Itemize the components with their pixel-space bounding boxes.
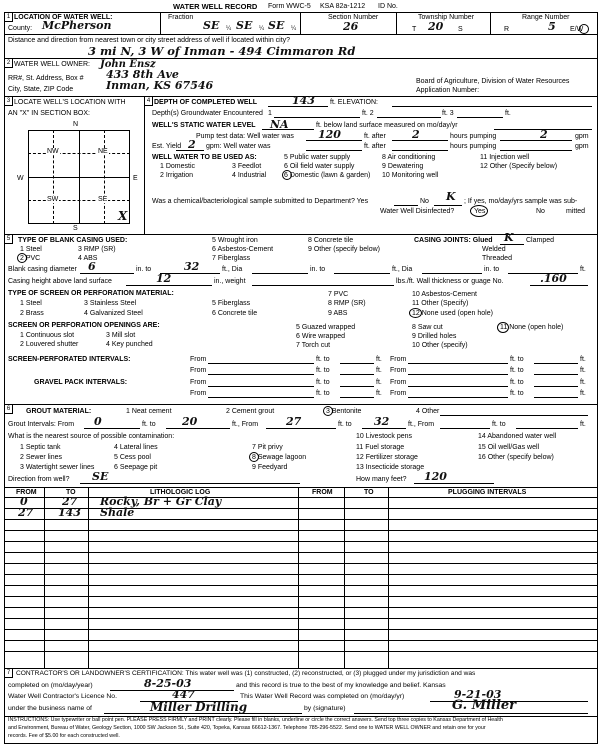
log-row-2-from[interactable]: 27 bbox=[18, 506, 34, 519]
log-header-lithologic: LITHOLOGIC LOG bbox=[150, 489, 211, 496]
range-r: R bbox=[504, 26, 510, 33]
form-number: Form WWC-5 bbox=[268, 3, 311, 10]
yield-after: ft. after bbox=[364, 143, 386, 150]
grout-ftto-2: ft. to bbox=[338, 421, 352, 428]
opening-8-saw[interactable]: 8 Saw cut bbox=[412, 324, 443, 331]
range-e-circle bbox=[579, 24, 589, 34]
grout-from-1[interactable]: 0 bbox=[94, 415, 102, 428]
completed-date[interactable]: 8-25-03 bbox=[144, 677, 192, 690]
cert-line-3b: This Water Well Record was completed on (mo/day/yr) bbox=[240, 693, 405, 700]
section-number-value[interactable]: 26 bbox=[343, 20, 359, 33]
gravel-ft-3: ft. bbox=[376, 390, 382, 397]
log-row-1-lithology[interactable]: Rocky, Br + Gr Clay bbox=[100, 495, 222, 508]
gravel-ft-1: ft. bbox=[376, 379, 382, 386]
grout-ftfrom: ft., From bbox=[232, 421, 259, 428]
gravel-ft-4: ft. bbox=[580, 390, 586, 397]
static-label: WELL'S STATIC WATER LEVEL bbox=[152, 122, 256, 129]
use-3-feedlot[interactable]: 3 Feedlot bbox=[232, 163, 262, 170]
screen-10-asbestos[interactable]: 10 Asbestos-Cement bbox=[412, 291, 477, 298]
pump-value-3[interactable]: 2 bbox=[540, 128, 548, 141]
screen-8-rmp[interactable]: 8 RMP (SR) bbox=[328, 300, 366, 307]
diameter-ft-dia: ft., Dia bbox=[222, 266, 243, 273]
contam-10[interactable]: 10 Livestock pens bbox=[356, 433, 413, 440]
form-border bbox=[4, 12, 598, 744]
pump-label: Pump test data: Well water was bbox=[196, 133, 294, 140]
opening-5-guazed[interactable]: 5 Guazed wrapped bbox=[296, 324, 356, 331]
joints-clamped[interactable]: Clamped bbox=[526, 237, 555, 244]
screen-ft-2: ft. bbox=[580, 356, 586, 363]
opening-2-louvered[interactable]: 2 Louvered shutter bbox=[20, 341, 79, 348]
chem-rest-2: mitted bbox=[566, 208, 586, 215]
signature[interactable]: G. Miller bbox=[452, 698, 517, 713]
use-4-industrial[interactable]: 4 Industrial bbox=[232, 172, 267, 179]
grout-label: GROUT MATERIAL: bbox=[26, 408, 92, 415]
howmany-value[interactable]: 120 bbox=[424, 470, 447, 483]
yield-label: Est. Yield bbox=[152, 143, 182, 150]
casing-4-abs[interactable]: 4 ABS bbox=[78, 255, 98, 262]
use-12-other[interactable]: 12 Other (Specify below) bbox=[480, 163, 558, 170]
joints-welded[interactable]: Welded bbox=[482, 246, 506, 253]
gravel-ftto-2: ft. to bbox=[510, 379, 524, 386]
screen-6-concrete[interactable]: 6 Concrete tile bbox=[212, 310, 258, 317]
use-10-monitoring[interactable]: 10 Monitoring well bbox=[382, 172, 439, 179]
screen-2-brass[interactable]: 2 Brass bbox=[20, 310, 44, 317]
grout-to-2[interactable]: 32 bbox=[374, 415, 390, 428]
compass-w: W bbox=[17, 175, 24, 182]
static-value[interactable]: NA bbox=[270, 118, 289, 131]
diameter-value[interactable]: 6 bbox=[88, 260, 96, 273]
township-value[interactable]: 20 bbox=[428, 20, 444, 33]
cert-line-3a: Water Well Contractor's Licence No. bbox=[8, 693, 117, 700]
use-8-air[interactable]: 8 Air conditioning bbox=[382, 154, 436, 161]
gravel-ftto-1: ft. to bbox=[316, 379, 330, 386]
section-5-number: 5 bbox=[4, 234, 13, 244]
casing-7-fiberglass[interactable]: 7 Fiberglass bbox=[212, 255, 251, 262]
distance-value[interactable]: 3 mi N, 3 W of Inman - 494 Cimmaron Rd bbox=[88, 44, 356, 58]
township-label: Township Number bbox=[418, 14, 475, 21]
grout-ftfrom-2: ft., From bbox=[408, 421, 435, 428]
contam-4[interactable]: 4 Lateral lines bbox=[114, 444, 158, 451]
quadrant-nw: NW bbox=[47, 148, 59, 155]
gravel-ft-2: ft. bbox=[580, 379, 586, 386]
screen-from-3: From bbox=[190, 367, 207, 374]
screen-ft-3: ft. bbox=[376, 367, 382, 374]
location-label: LOCATION OF WATER WELL: bbox=[14, 14, 113, 21]
pump-value-2[interactable]: 2 bbox=[412, 128, 420, 141]
range-label: Range Number bbox=[522, 14, 570, 21]
height-value[interactable]: 12 bbox=[156, 272, 172, 285]
use-6-oil[interactable]: 6 Oil field water supply bbox=[284, 163, 355, 170]
gravel-label: GRAVEL PACK INTERVALS: bbox=[34, 379, 128, 386]
compass-e: E bbox=[133, 175, 138, 182]
opening-7-torch[interactable]: 7 Torch cut bbox=[296, 342, 331, 349]
section-6-number: 6 bbox=[4, 404, 13, 414]
instructions-line-2: and Environment, Bureau of Water, Geology Section, 1000 SW Jackson St., Suite 420, Topeka, Kansas 66612-1367. Telephone 785-296-5522. Send one to WATER WELL OWNER and retain one for your bbox=[8, 725, 486, 731]
screen-12-none[interactable]: 12 None used (open hole) bbox=[412, 310, 493, 317]
contam-3[interactable]: 3 Watertight sewer lines bbox=[20, 464, 95, 471]
quadrant-sw: SW bbox=[47, 196, 59, 203]
contam-14[interactable]: 14 Abandoned water well bbox=[478, 433, 557, 440]
depth-unit: ft. ELEVATION: bbox=[330, 99, 378, 106]
quarter-mark-3: ¼ bbox=[291, 26, 297, 32]
fraction-value-3[interactable]: SE bbox=[268, 19, 285, 32]
disinfected-no[interactable]: No bbox=[536, 208, 545, 215]
casing-1-steel[interactable]: 1 Steel bbox=[20, 246, 42, 253]
chem-no: No bbox=[420, 198, 429, 205]
use-2-irrigation[interactable]: 2 Irrigation bbox=[160, 172, 194, 179]
address-value[interactable]: 433 8th Ave bbox=[106, 68, 179, 81]
screen-ftto-3: ft. to bbox=[316, 367, 330, 374]
business-name[interactable]: Miller Drilling bbox=[150, 700, 248, 714]
grout-intervals-label: Grout Intervals: From bbox=[8, 421, 75, 428]
log-row-2-to[interactable]: 143 bbox=[58, 506, 81, 519]
use-label: WELL WATER TO BE USED AS: bbox=[152, 154, 257, 161]
opening-6-wire[interactable]: 6 Wire wrapped bbox=[296, 333, 346, 340]
contam-9[interactable]: 9 Feedyard bbox=[252, 464, 288, 471]
joints-label: CASING JOINTS: Glued bbox=[414, 237, 493, 244]
contam-8-circle bbox=[249, 452, 259, 462]
county-value[interactable]: McPherson bbox=[42, 19, 112, 32]
opening-1-continuous[interactable]: 1 Continuous slot bbox=[20, 332, 75, 339]
range-ew: E/W bbox=[570, 26, 584, 33]
casing-5-wrought[interactable]: 5 Wrought iron bbox=[212, 237, 258, 244]
lbs-label: lbs./ft. Wall thickness or guage No. bbox=[396, 278, 504, 285]
screen-ftto-4: ft. to bbox=[510, 367, 524, 374]
disinfected-label: Water Well Disinfected? bbox=[380, 208, 455, 215]
screen-intervals-label: SCREEN-PERFORATED INTERVALS: bbox=[8, 356, 131, 363]
fraction-label: Fraction bbox=[168, 14, 194, 21]
location-x-mark: X bbox=[118, 209, 128, 223]
screen-from-2: From bbox=[390, 356, 407, 363]
grout-ftend: ft. bbox=[580, 421, 586, 428]
static-rest: ft. below land surface measured on mo/day/yr bbox=[316, 122, 458, 129]
log-row-2-lithology[interactable]: Shale bbox=[100, 506, 135, 519]
section-number-label: Section Number bbox=[328, 14, 379, 21]
direction-value[interactable]: SE bbox=[92, 470, 109, 483]
grout-4-other[interactable]: 4 Other bbox=[416, 408, 440, 415]
gravel-from-2: From bbox=[390, 379, 407, 386]
contam-13[interactable]: 13 Insecticide storage bbox=[356, 464, 425, 471]
diameter-in-to: in. to bbox=[136, 266, 152, 273]
use-11-injection[interactable]: 11 Injection well bbox=[480, 154, 530, 161]
contam-2[interactable]: 2 Sewer lines bbox=[20, 454, 63, 461]
quadrant-ne: NE bbox=[98, 148, 108, 155]
contam-5[interactable]: 5 Cess pool bbox=[114, 454, 151, 461]
form-title: WATER WELL RECORD bbox=[173, 2, 258, 11]
screen-ftto-1: ft. to bbox=[316, 356, 330, 363]
screen-ft-4: ft. bbox=[580, 367, 586, 374]
screen-12-circle bbox=[409, 308, 422, 318]
section-3-number: 3 bbox=[4, 96, 13, 106]
use-9-dewatering[interactable]: 9 Dewatering bbox=[382, 163, 424, 170]
log-row-1-to[interactable]: 27 bbox=[62, 495, 78, 508]
application-label: Application Number: bbox=[416, 87, 480, 94]
diameter-ft-dia-2: ft., Dia bbox=[392, 266, 413, 273]
grout-ftto-3: ft. to bbox=[492, 421, 506, 428]
pump-value-1[interactable]: 120 bbox=[318, 128, 341, 141]
depth-label: DEPTH OF COMPLETED WELL bbox=[154, 99, 258, 106]
section-7-number: 7 bbox=[4, 668, 13, 678]
cert-line-4b: by (signature) bbox=[304, 705, 346, 712]
distance-label: Distance and direction from nearest town or city street address of well if located within city? bbox=[8, 37, 291, 44]
contam-11[interactable]: 11 Fuel storage bbox=[356, 444, 405, 451]
yield-value[interactable]: 2 bbox=[188, 138, 196, 151]
contam-7[interactable]: 7 Pit privy bbox=[252, 444, 283, 451]
instructions-line-1: INSTRUCTIONS: Use typewriter or ball point pen. PLEASE PRESS FIRMLY and PRINT clearly. Please fill in blanks, underline or circle the correct answers. Send top three copies to Kansas Department of Health bbox=[8, 717, 503, 723]
screen-7-pvc[interactable]: 7 PVC bbox=[328, 291, 349, 298]
city-label: City, State, ZIP Code bbox=[8, 86, 74, 93]
contamination-label: What is the nearest source of possible contamination: bbox=[8, 433, 175, 440]
opening-3-mill[interactable]: 3 Mill slot bbox=[106, 332, 136, 339]
license-number[interactable]: 447 bbox=[172, 688, 195, 701]
casing-9-other[interactable]: 9 Other (specify below) bbox=[308, 246, 380, 253]
screen-ft-1: ft. bbox=[376, 356, 382, 363]
depth-value[interactable]: 143 bbox=[292, 94, 315, 107]
compass-s: S bbox=[73, 225, 78, 232]
yield-hours: hours pumping bbox=[450, 143, 497, 150]
cert-line-4a: under the business name of bbox=[8, 705, 92, 712]
grout-ftto-1: ft. to bbox=[142, 421, 156, 428]
screen-3-stainless[interactable]: 3 Stainless Steel bbox=[84, 300, 137, 307]
log-header-plugging: PLUGGING INTERVALS bbox=[448, 489, 527, 496]
screen-1-steel[interactable]: 1 Steel bbox=[20, 300, 42, 307]
gw-ft: ft. bbox=[505, 110, 511, 117]
height-label: Casing height above land surface bbox=[8, 278, 112, 285]
log-header-from: FROM bbox=[16, 489, 37, 496]
screen-from-4: From bbox=[390, 367, 407, 374]
openings-label: SCREEN OR PERFORATION OPENINGS ARE: bbox=[8, 322, 160, 329]
casing-pvc-circle bbox=[17, 253, 27, 263]
screen-ftto-2: ft. to bbox=[510, 356, 524, 363]
height-in-weight: in., weight bbox=[214, 278, 246, 285]
grout-1-neat[interactable]: 1 Neat cement bbox=[126, 408, 172, 415]
casing-8-concrete[interactable]: 8 Concrete tile bbox=[308, 237, 354, 244]
opening-9-drilled[interactable]: 9 Drilled holes bbox=[412, 333, 457, 340]
screen-4-galvanized[interactable]: 4 Galvanized Steel bbox=[84, 310, 143, 317]
diameter-to-value[interactable]: 32 bbox=[184, 260, 200, 273]
screen-11-other[interactable]: 11 Other (Specify) bbox=[412, 300, 469, 307]
grout-from-2[interactable]: 27 bbox=[286, 415, 302, 428]
chem-label: Was a chemical/bacteriological sample submitted to Department? Yes bbox=[152, 198, 369, 205]
cert-line-2b: and this record is true to the best of my knowledge and belief. Kansas bbox=[236, 682, 446, 689]
disinfected-yes[interactable]: Yes bbox=[474, 208, 486, 215]
id-label: ID No. bbox=[378, 3, 398, 10]
contam-8[interactable]: 8 Sewage lagoon bbox=[252, 454, 307, 461]
section-1-number: 1 bbox=[4, 12, 13, 22]
grout-bentonite-circle bbox=[323, 406, 333, 416]
gw-2: ft. 2 bbox=[362, 110, 374, 117]
fraction-value-2[interactable]: SE bbox=[236, 19, 253, 32]
pump-after: ft. after bbox=[364, 133, 386, 140]
fraction-value-1[interactable]: SE bbox=[203, 19, 220, 32]
gw-3: ft. 3 bbox=[442, 110, 454, 117]
quarter-mark-2: ¼ bbox=[259, 26, 265, 32]
log-header-to-2: TO bbox=[364, 489, 374, 496]
record-date[interactable]: 9-21-03 bbox=[454, 688, 502, 701]
diameter-ft-end: ft. bbox=[580, 266, 586, 273]
owner-label: WATER WELL OWNER: bbox=[14, 61, 90, 68]
chem-no-mark: K bbox=[446, 190, 456, 203]
gravel-ftto-4: ft. to bbox=[510, 390, 524, 397]
use-6-domestic-lawn[interactable]: 6 Domestic (lawn & garden) bbox=[284, 172, 371, 179]
city-value[interactable]: Inman, KS 67546 bbox=[106, 79, 214, 92]
county-label: County: bbox=[8, 25, 33, 32]
direction-label: Direction from well? bbox=[8, 476, 70, 483]
diameter-label: Blank casing diameter bbox=[8, 266, 77, 273]
contam-16[interactable]: 16 Other (specify below) bbox=[478, 454, 554, 461]
opening-10-other[interactable]: 10 Other (specify) bbox=[412, 342, 468, 349]
pump-hours: hours pumping bbox=[450, 133, 497, 140]
chem-rest: ; If yes, mo/day/yrs sample was sub- bbox=[464, 198, 578, 205]
grout-3-bentonite[interactable]: 3 Bentonite bbox=[326, 408, 362, 415]
owner-value[interactable]: John Ensz bbox=[100, 59, 156, 70]
casing-3-rmp[interactable]: 3 RMP (SR) bbox=[78, 246, 116, 253]
gravel-from-4: From bbox=[390, 390, 407, 397]
section-2-number: 2 bbox=[4, 58, 13, 68]
contam-15[interactable]: 15 Oil well/Gas well bbox=[478, 444, 540, 451]
cert-line-1: CONTRACTOR'S OR LANDOWNER'S CERTIFICATION: This water well was (1) constructed, (2) reconstructed, or (3) plugged under my jurisdiction and was bbox=[16, 670, 476, 677]
diameter-in-to-3: in. to bbox=[484, 266, 500, 273]
joints-mark: K bbox=[504, 231, 514, 244]
screen-type-label: TYPE OF SCREEN OR PERFORATION MATERIAL: bbox=[8, 290, 174, 297]
pump-gpm: gpm bbox=[575, 133, 589, 140]
disinfected-yes-circle bbox=[470, 205, 488, 217]
joints-threaded[interactable]: Threaded bbox=[482, 255, 512, 262]
gravel-ftto-3: ft. to bbox=[316, 390, 330, 397]
gravel-from-1: From bbox=[190, 379, 207, 386]
instructions-line-3: records. Fee of $5.00 for each constructed well. bbox=[8, 733, 120, 739]
groundwater-label: Depth(s) Groundwater Encountered bbox=[152, 110, 263, 117]
grout-to-1[interactable]: 20 bbox=[182, 415, 198, 428]
contam-1[interactable]: 1 Septic tank bbox=[20, 444, 61, 451]
grout-2-cement[interactable]: 2 Cement grout bbox=[226, 408, 275, 415]
board-label: Board of Agriculture, Division of Water Resources bbox=[416, 78, 570, 85]
use-5-public[interactable]: 5 Public water supply bbox=[284, 154, 351, 161]
gravel-from-3: From bbox=[190, 390, 207, 397]
section-4-number: 4 bbox=[144, 96, 153, 106]
opening-4-key[interactable]: 4 Key punched bbox=[106, 341, 153, 348]
range-value[interactable]: 5 bbox=[548, 20, 556, 33]
howmany-label: How many feet? bbox=[356, 476, 407, 483]
screen-9-abs[interactable]: 9 ABS bbox=[328, 310, 348, 317]
use-1-domestic[interactable]: 1 Domestic bbox=[160, 163, 196, 170]
diameter-in-to-2: in. to bbox=[310, 266, 326, 273]
locate-label-2: AN "X" IN SECTION BOX: bbox=[8, 110, 90, 117]
casing-6-asbestos[interactable]: 6 Asbestos-Cement bbox=[212, 246, 274, 253]
address-label: RR#, St. Address, Box # bbox=[8, 75, 84, 82]
yield-gpm-2: gpm bbox=[575, 143, 589, 150]
log-header-from-2: FROM bbox=[312, 489, 333, 496]
township-t: T bbox=[412, 26, 417, 33]
screen-from-1: From bbox=[190, 356, 207, 363]
township-s: S bbox=[458, 26, 463, 33]
cert-line-2a: completed on (mo/day/year) bbox=[8, 682, 93, 689]
quadrant-se: SE bbox=[98, 196, 108, 203]
opening-11-none[interactable]: 11 None (open hole) bbox=[500, 324, 564, 331]
gw-1: 1 bbox=[268, 110, 272, 117]
compass-n: N bbox=[73, 121, 79, 128]
gauge-value[interactable]: .160 bbox=[540, 272, 567, 285]
opening-11-circle bbox=[497, 322, 509, 333]
casing-label: TYPE OF BLANK CASING USED: bbox=[18, 237, 128, 244]
yield-gpm: gpm: Well water was bbox=[206, 143, 271, 150]
screen-5-fiberglass[interactable]: 5 Fiberglass bbox=[212, 300, 251, 307]
quarter-mark-1: ¼ bbox=[226, 26, 232, 32]
ksa-ref: KSA 82a-1212 bbox=[320, 3, 366, 10]
contam-6[interactable]: 6 Seepage pit bbox=[114, 464, 158, 471]
locate-label-1: LOCATE WELL'S LOCATION WITH bbox=[14, 99, 126, 106]
contam-12[interactable]: 12 Fertilizer storage bbox=[356, 454, 418, 461]
log-header-to: TO bbox=[66, 489, 76, 496]
log-row-1-from[interactable]: 0 bbox=[20, 495, 28, 508]
casing-2-pvc[interactable]: 2 PVC bbox=[20, 255, 41, 262]
use-6-circle bbox=[282, 170, 292, 180]
